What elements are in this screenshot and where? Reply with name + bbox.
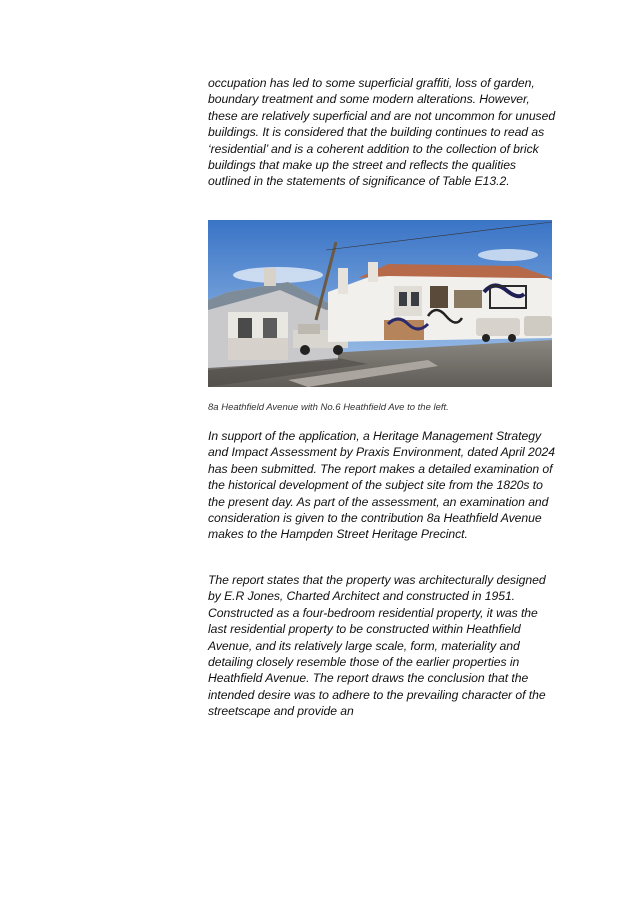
body-paragraph-1: occupation has led to some superficial graffiti, loss of garden, boundary treatment and some modern alterations. However, these are relatively superficial and are not uncommon for unused buildings. It is considered that the building continues to read as ‘residential’ and is a coherent addition to the collection of brick buildings that make up the street and reflects the qualities outlined in the statements of significance of Table E13.2.: [208, 76, 556, 189]
photo-caption: 8a Heathfield Avenue with No.6 Heathfield Ave to the left.: [208, 402, 449, 413]
street-photo: [208, 220, 552, 387]
body-paragraph-3: The report states that the property was architecturally designed by E.R Jones, Charted Architect and constructed in 1951. Constructed as a four-bedroom residential property, it was the last residential property to be constructed within Heathfield Avenue, and its relatively large scale, form, materiality and detailing closely resemble those of the earlier properties in Heathfield Avenue. The report draws the conclusion that the intended desire was to adhere to the prevailing character of the streetscape and provide an: [208, 573, 546, 719]
body-paragraph-2: In support of the application, a Heritage Management Strategy and Impact Assessment by Praxis Environment, dated April 2024 has been submitted. The report makes a detailed examination of the historical development of the subject site from the 1820s to the present day. As part of the assessment, an examination and consideration is given to the contribution 8a Heathfield Avenue makes to the Hampden Street Heritage Precinct.: [208, 429, 555, 542]
